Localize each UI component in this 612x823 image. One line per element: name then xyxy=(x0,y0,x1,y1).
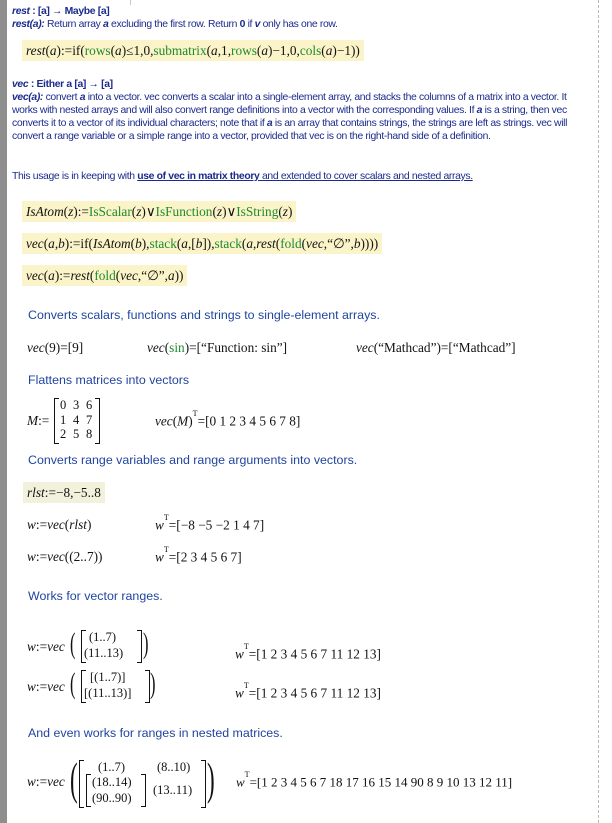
w-vecrange2-lhs[interactable]: w:=vec xyxy=(27,679,65,694)
transpose-sup: T xyxy=(163,513,169,522)
w-vecrange2-result[interactable]: $w^T=[1$ 2 3 4 5 6 7 11 12 13] xyxy=(235,681,381,701)
fn-vec: vec xyxy=(147,340,165,355)
rest-def-text: if xyxy=(245,19,255,30)
matrix-entry: (18..14) xyxy=(92,775,132,789)
rlst-definition[interactable]: rlst:=−8,−5..8 xyxy=(23,482,105,503)
fn-vec: vec xyxy=(356,340,374,355)
matrix-m-label[interactable]: M:= xyxy=(27,413,50,428)
str-empty: “∅” xyxy=(141,268,165,283)
example-vec-m[interactable]: $vec(M)^T=[0$ 1 2 3 4 5 6 7 8] xyxy=(155,409,301,429)
var-b: b xyxy=(353,236,361,251)
fn-vec: vec xyxy=(27,340,45,355)
fn-fold: fold xyxy=(94,268,116,283)
arg-sin: sin xyxy=(169,340,185,355)
range-def: −8,−5..8 xyxy=(55,485,101,500)
result: [“Mathcad”] xyxy=(448,340,516,355)
rest-description xyxy=(12,18,338,31)
matrix-bracket-left xyxy=(54,398,59,444)
var-rlst: rlst xyxy=(27,485,45,500)
matrix-cell: 4 xyxy=(73,412,80,427)
outer-bracket-right xyxy=(201,760,206,808)
var-rlst: rlst xyxy=(69,517,87,532)
outer-bracket-left xyxy=(79,760,84,808)
rest-def-text: excluding the first row. Return xyxy=(108,19,240,30)
heading-vector-ranges: Works for vector ranges. xyxy=(28,589,163,603)
var-w: w xyxy=(155,517,164,533)
top-divider xyxy=(130,0,131,5)
var-z: z xyxy=(216,204,223,219)
arg: (9) xyxy=(44,340,61,355)
vec-description xyxy=(12,91,586,143)
var-a: a xyxy=(115,43,122,58)
w-vecrange1-result[interactable]: $w^T=[1$ 2 3 4 5 6 7 11 12 13] xyxy=(235,642,381,662)
isatom-definition[interactable]: IsAtom(z):=IsScalar(z)∨IsFunction(z)∨IsString(z) xyxy=(22,201,296,222)
matrix-entry: (13..11) xyxy=(153,783,193,797)
example-vec-9[interactable] xyxy=(27,340,83,356)
vec-desc-text: is a string, then vec converts it to a vector of its individual characters; note that if xyxy=(12,105,567,129)
fn-fold: fold xyxy=(280,236,302,251)
rest-def-var-a: a xyxy=(103,19,109,30)
str-empty: “∅” xyxy=(327,236,351,251)
var-a: a xyxy=(261,43,268,58)
heading-nested-matrices: And even works for ranges in nested matrices. xyxy=(28,726,283,740)
fn-name: rest xyxy=(26,43,46,58)
result: [1 2 3 4 5 6 7 18 17 16 15 14 90 8 9 10 13 12 11] xyxy=(256,774,513,790)
fn-submatrix: submatrix xyxy=(153,43,207,58)
paren-close: ) xyxy=(143,627,149,660)
fn-isfunction: IsFunction xyxy=(155,204,213,219)
paren-close: ) xyxy=(150,667,156,700)
matrix-entry: (8..10) xyxy=(157,760,191,774)
w-rlst-definition[interactable]: w:=vec(rlst) xyxy=(27,517,92,532)
vector-bracket-right xyxy=(137,630,142,663)
fn-vec: vec xyxy=(47,517,65,532)
var-w: w xyxy=(235,685,244,701)
var-w: w xyxy=(27,517,36,532)
result: [1 2 3 4 5 6 7 11 12 13] xyxy=(256,646,381,662)
fn-vec: vec xyxy=(155,413,173,429)
fn-isatom: IsAtom xyxy=(26,204,64,219)
fn-isatom: IsAtom xyxy=(92,236,131,251)
left-margin-bar xyxy=(0,0,7,823)
var-w: w xyxy=(155,549,164,565)
fn-rest: rest xyxy=(70,268,90,283)
fn-vec: vec xyxy=(47,639,65,654)
fn-vec: vec xyxy=(47,679,65,694)
transpose-sup: T xyxy=(163,545,169,554)
var-w: w xyxy=(27,679,36,694)
rest-signature xyxy=(12,5,109,18)
page-right-boundary xyxy=(598,0,599,823)
paren-open: ( xyxy=(70,667,76,700)
var-z: z xyxy=(282,204,288,219)
usage-text: and extended to cover scalars and nested arrays. xyxy=(259,171,473,182)
fn-stack: stack xyxy=(214,236,242,251)
paren-open: ( xyxy=(70,753,78,804)
fn-stack: stack xyxy=(149,236,177,251)
vec-desc-var: a xyxy=(476,105,483,116)
fn-isscalar: IsScalar xyxy=(88,204,132,219)
var-m: M xyxy=(177,413,189,429)
rest-sig-type: : [a] → Maybe [a] xyxy=(29,6,110,17)
num: 1 xyxy=(133,43,141,58)
transpose-sup: T xyxy=(244,770,250,779)
matrix-cell: 3 xyxy=(73,398,80,412)
result: [0 1 2 3 4 5 6 7 8] xyxy=(205,413,301,429)
var-w: w xyxy=(27,549,36,564)
vector-entry: [(1..7)] xyxy=(90,670,126,684)
paren-close: ) xyxy=(207,753,215,804)
var-z: z xyxy=(68,204,74,219)
var-a: a xyxy=(48,236,55,251)
var-w: w xyxy=(236,774,245,790)
w-vecrange1-lhs[interactable]: w:=vec xyxy=(27,639,65,654)
vec-usage-note xyxy=(12,170,473,183)
var-a: a xyxy=(49,43,57,58)
rest-def-zero: 0 xyxy=(239,19,246,30)
matrix-cell: 0 xyxy=(60,398,67,412)
num: 0 xyxy=(289,43,297,58)
var-m: M xyxy=(27,413,39,428)
var-w: w xyxy=(27,774,36,789)
fn-rows: rows xyxy=(84,43,111,58)
result: [−8 −5 −2 1 4 7] xyxy=(176,517,265,533)
vec-def-name: vec(a): xyxy=(12,92,44,103)
fn-vec: vec xyxy=(47,774,65,789)
kw-if: if xyxy=(80,236,89,251)
rest-def-text: Return array xyxy=(44,19,104,30)
matrix-cell: 1 xyxy=(60,412,67,427)
op-or: ∨ xyxy=(145,204,156,219)
inner-bracket-left xyxy=(86,774,91,807)
result: [“Function: sin”] xyxy=(196,340,288,355)
paren-open: ( xyxy=(70,627,76,660)
example-vec-sin[interactable]: vec(sin)=[“Function: sin”] xyxy=(147,340,288,355)
transpose-sup: T xyxy=(192,409,198,418)
vec-a-definition[interactable]: vec(a):=rest(fold(vec,“∅”,a)) xyxy=(22,265,187,286)
vec-ab-definition[interactable]: vec(a,b):=if(IsAtom(b),stack(a,[b]),stack(a,rest(fold(vec,“∅”,b)))) xyxy=(22,233,382,254)
example-vec-mathcad[interactable]: vec(“Mathcad”)=[“Mathcad”] xyxy=(356,340,516,355)
rest-formula-region[interactable]: rest(a):=if(rows(a)≤1,0,submatrix(a,1,rows(a)−1,0,cols(a)−1)) xyxy=(22,40,364,61)
matrix-entry: (1..7) xyxy=(98,760,126,774)
heading-scalars: Converts scalars, functions and strings to single-element arrays. xyxy=(28,308,380,322)
rest-def-text: only has one row. xyxy=(260,19,338,30)
fn-rest: rest xyxy=(256,236,276,251)
matrix-bracket-right xyxy=(95,398,100,444)
w-nested-result[interactable]: $w^T=[1$ 2 3 4 5 6 7 18 17 16 15 14 90 8 9 10 13 12 11] xyxy=(236,770,513,790)
w-range-result[interactable]: $w^T=[2$ 3 4 5 6 7] xyxy=(155,545,242,565)
fn-vec: vec xyxy=(26,236,44,251)
transpose-sup: T xyxy=(243,642,249,651)
assign-op: := xyxy=(60,43,73,58)
range-arg: ((2..7)) xyxy=(64,549,103,564)
inner-bracket-right xyxy=(141,774,146,807)
matrix-cell: 8 xyxy=(86,427,93,441)
num: −1 xyxy=(336,43,351,58)
vector-entry: [(11..13)] xyxy=(84,686,132,700)
matrix-cell: 2 xyxy=(60,427,67,441)
matrix-cell: 6 xyxy=(86,398,93,412)
vec-signature xyxy=(12,78,113,91)
vec-sig-name: vec xyxy=(12,79,29,90)
var-w: w xyxy=(235,646,244,662)
fn-vec: vec xyxy=(306,236,324,251)
fn-isstring: IsString xyxy=(236,204,279,219)
rest-def-name: rest(a): xyxy=(12,19,45,30)
result: [1 2 3 4 5 6 7 11 12 13] xyxy=(256,685,381,701)
matrix-cell: 7 xyxy=(86,412,93,427)
var-a: a xyxy=(167,268,175,283)
vec-sig-type: : Either a [a] → [a] xyxy=(28,79,113,90)
var-a: a xyxy=(48,268,55,283)
fn-vec: vec xyxy=(26,268,44,283)
vec-desc-var: a xyxy=(79,92,86,103)
fn-rows: rows xyxy=(231,43,257,58)
arg-string: “Mathcad” xyxy=(378,340,437,355)
w-range-definition[interactable]: w:=vec((2..7)) xyxy=(27,549,103,564)
var-a: a xyxy=(211,43,218,58)
matrix-cell: 5 xyxy=(73,427,80,441)
fn-vec: vec xyxy=(47,549,65,564)
var-a: a xyxy=(246,236,253,251)
vec-matrix-theory-link[interactable]: use of vec in matrix theory xyxy=(137,171,260,182)
var-a: a xyxy=(181,236,188,251)
w-nested-lhs[interactable]: w:=vec xyxy=(27,774,65,789)
matrix-entry: (90..90) xyxy=(92,791,132,805)
num: 1 xyxy=(221,43,228,58)
var-b: b xyxy=(195,236,203,251)
vec-desc-text: into a vector. vec converts a scalar into a single-element array, and stacks the columns of a matrix into a vector. It works with nested arrays and will also convert range definitions into a vector with the corresponding values. If xyxy=(12,92,567,116)
result: [2 3 4 5 6 7] xyxy=(176,549,242,565)
var-w: w xyxy=(27,639,36,654)
var-z: z xyxy=(136,204,142,219)
vector-entry: (1..7) xyxy=(89,630,117,644)
usage-text: This usage is in keeping with xyxy=(12,171,138,182)
heading-ranges: Converts range variables and range arguments into vectors. xyxy=(28,453,358,467)
op-le: ≤ xyxy=(126,43,134,58)
kw-if: if xyxy=(72,43,81,58)
rest-def-var-v: v xyxy=(254,19,261,30)
var-b: b xyxy=(58,236,65,251)
vec-desc-text: convert xyxy=(43,92,80,103)
fn-cols: cols xyxy=(299,43,322,58)
heading-matrices: Flattens matrices into vectors xyxy=(28,373,190,387)
vec-desc-text: is an array that contains strings, the strings are left as strings. vec will convert a range variable or a simple range into a vector, provided that vec is on the right-hand side of a definition. xyxy=(12,118,568,142)
vector-entry: (11..13) xyxy=(84,646,124,660)
num: −1 xyxy=(272,43,287,58)
w-rlst-result[interactable]: $w^T=[-8 -5 -2$ 1 4 7] xyxy=(155,513,265,533)
vec-desc-var: a xyxy=(266,118,273,129)
var-b: b xyxy=(135,236,142,251)
op-or: ∨ xyxy=(226,204,237,219)
result: =[9] xyxy=(60,340,84,355)
fn-vec: vec xyxy=(120,268,138,283)
var-a: a xyxy=(325,43,333,58)
num: 0 xyxy=(143,43,151,58)
rest-sig-name: rest xyxy=(12,6,30,17)
transpose-sup: T xyxy=(243,681,249,690)
